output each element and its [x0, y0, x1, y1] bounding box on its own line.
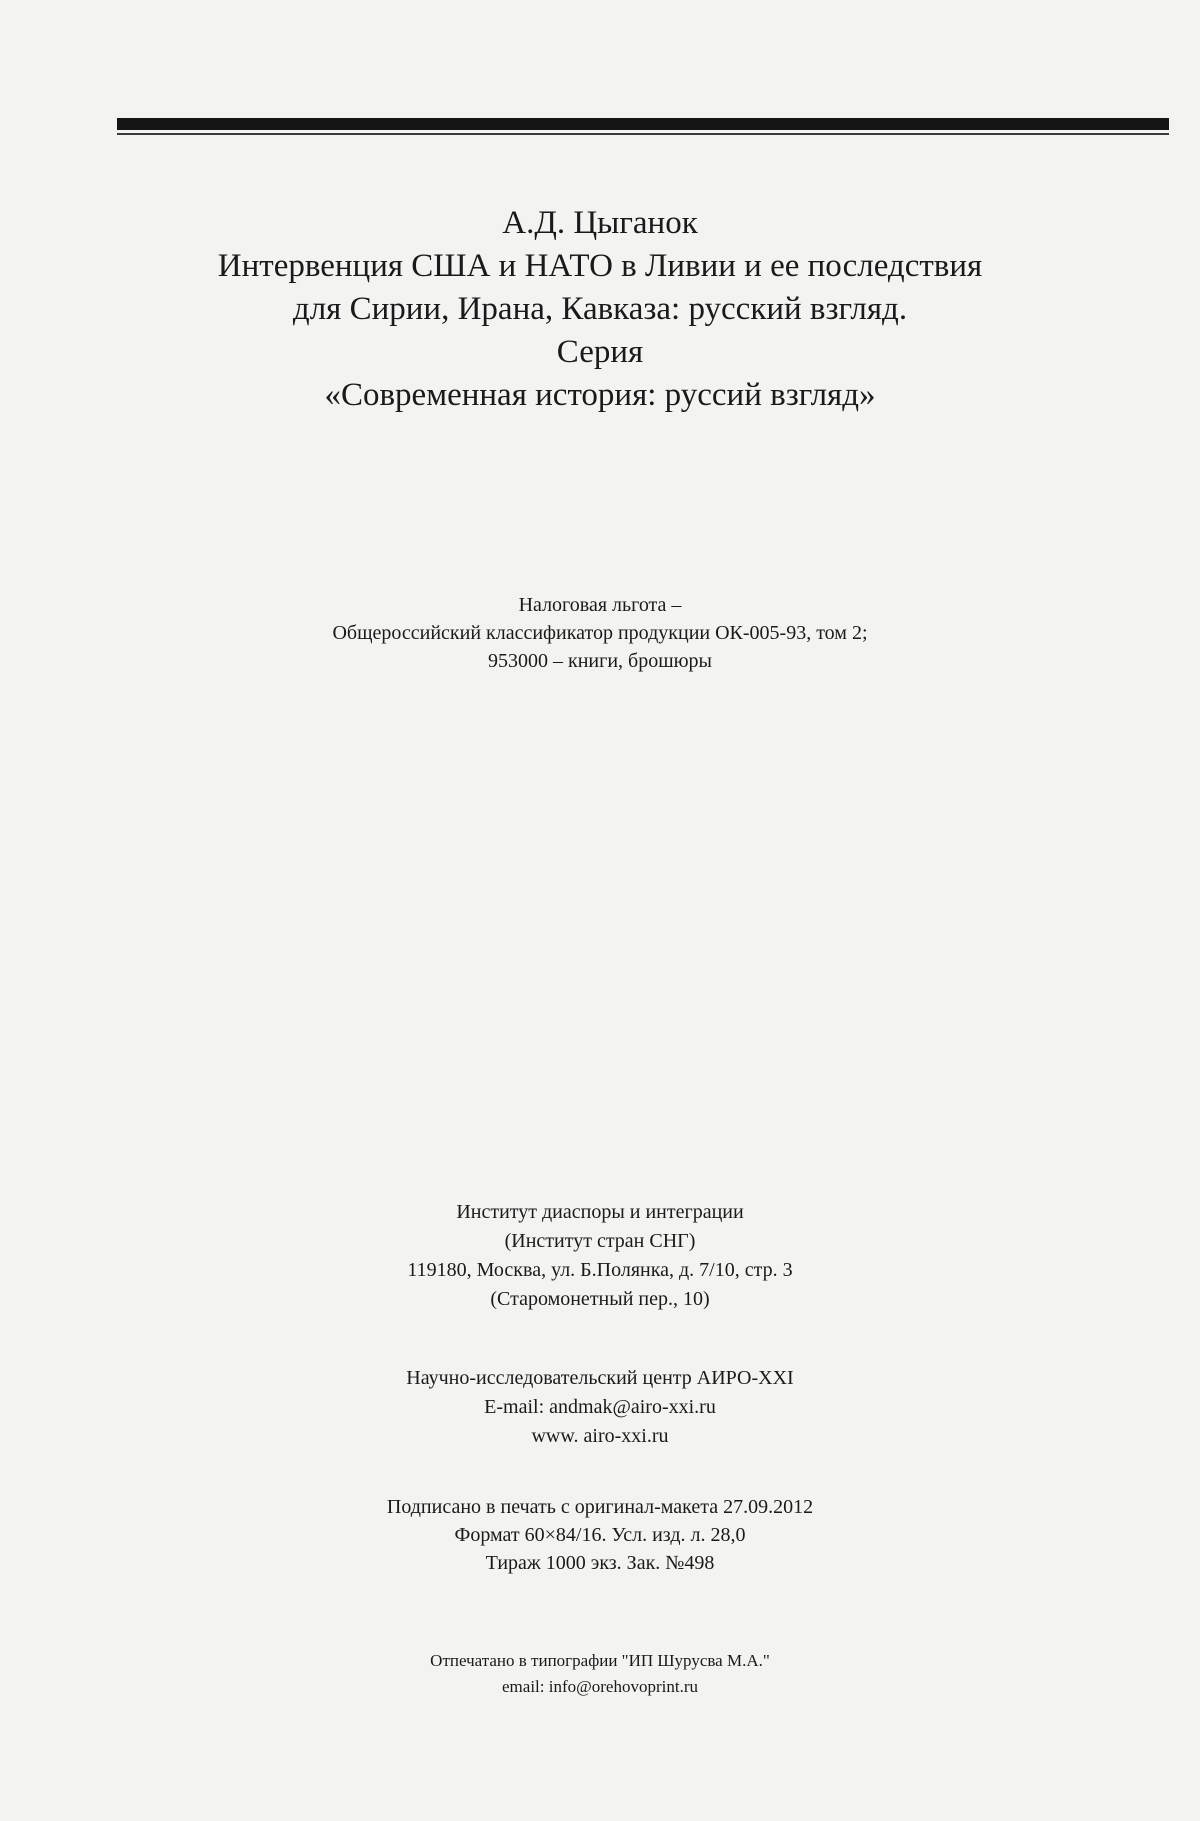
series-label: Серия: [556, 334, 644, 370]
institute-alt-name: (Институт стран СНГ): [504, 1230, 696, 1252]
print-circulation: Тираж 1000 экз. Зак. №498: [485, 1552, 715, 1574]
series-name: «Современная история: руссий взгляд»: [324, 377, 876, 413]
tax-benefit-heading: Налоговая льгота –: [518, 594, 682, 616]
top-rule-thin: [117, 133, 1169, 135]
printing-house: Отпечатано в типографии "ИП Шурусва М.А.": [430, 1651, 770, 1670]
tax-category: 953000 – книги, брошюры: [488, 650, 712, 672]
institute-block: [0, 1198, 1200, 1314]
book-title-line-2: для Сирии, Ирана, Кавказа: русский взгляд.: [292, 291, 908, 327]
print-format: Формат 60×84/16. Усл. изд. л. 28,0: [454, 1524, 746, 1546]
institute-address-alt: (Старомонетный пер., 10): [490, 1288, 710, 1310]
signed-to-print: Подписано в печать с оригинал-макета 27.09.2012: [386, 1496, 814, 1518]
research-center-website: www. airo-xxi.ru: [531, 1425, 669, 1447]
institute-name: Институт диаспоры и интеграции: [456, 1201, 744, 1223]
book-title-line-1: Интервенция США и НАТО в Ливии и ее последствия: [217, 248, 983, 284]
author-name: А.Д. Цыганок: [502, 205, 698, 241]
tax-classifier: Общероссийский классификатор продукции ОК-005-93, том 2;: [332, 622, 868, 644]
research-center-block: [0, 1364, 1200, 1451]
research-center-name: Научно-исследовательский центр АИРО-XXI: [406, 1367, 794, 1389]
printing-house-block: [0, 1648, 1200, 1700]
research-center-email: E-mail: andmak@airo-xxi.ru: [484, 1396, 716, 1418]
institute-address: 119180, Москва, ул. Б.Полянка, д. 7/10, стр. 3: [407, 1259, 793, 1281]
publication-details-block: [0, 1493, 1200, 1577]
tax-benefit-block: [0, 591, 1200, 675]
printing-house-email: email: info@orehovoprint.ru: [502, 1677, 698, 1696]
title-block: [0, 202, 1200, 417]
top-rule: [117, 118, 1169, 130]
